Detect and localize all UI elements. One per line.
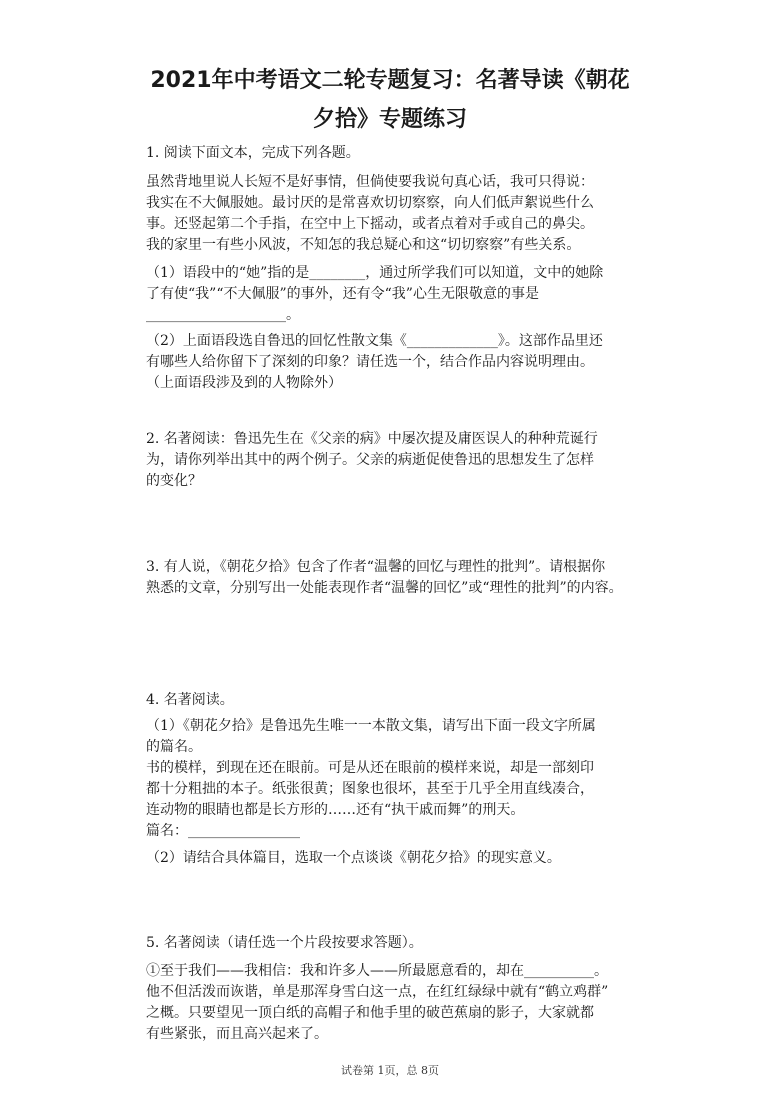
q4-answer-line: 篇名：________________ [146, 823, 300, 839]
q5-prompt: 5. 名著阅读（请任选一个片段按要求答题）。 [146, 935, 423, 951]
q1-sub1-line: ____________________。 [146, 307, 300, 323]
q1-sub1-line: 了有使“我”“不大佩服”的事外，还有令“我”心生无限敬意的事是 [146, 286, 539, 302]
q4-passage-line: 书的模样，到现在还在眼前。可是从还在眼前的模样来说，却是一部刻印 [146, 760, 594, 776]
q1-passage-line: 事。还竖起第二个手指，在空中上下摇动，或者点着对手或自己的鼻尖。 [146, 216, 594, 232]
q2-line: 的变化？ [146, 473, 202, 489]
q1-passage-line: 虽然背地里说人长短不是好事情，但倘使要我说句真心话，我可只得说： [146, 174, 594, 190]
q1-sub2-line: 有哪些人给你留下了深刻的印象？请任选一个，结合作品内容说明理由。 [146, 354, 594, 370]
q1-sub2-line: （2）上面语段选自鲁迅的回忆性散文集《_____________》。这部作品里还 [146, 333, 603, 349]
q1-passage-line: 我实在不大佩服她。最讨厌的是常喜欢切切察察，向人们低声絮说些什么 [146, 195, 594, 211]
q4-passage-line: 都十分粗拙的本子。纸张很黄；图象也很坏，甚至于几乎全用直线凑合， [146, 781, 594, 797]
q4-sub2: （2）请结合具体篇目，选取一个点谈谈《朝花夕拾》的现实意义。 [146, 850, 561, 866]
q2-line: 为，请你列举出其中的两个例子。父亲的病逝促使鲁迅的思想发生了怎样 [146, 452, 594, 468]
q2-line: 2. 名著阅读：鲁迅先生在《父亲的病》中屡次提及庸医误人的种种荒诞行 [146, 431, 598, 447]
q5-passage-line: ①至于我们——我相信：我和许多人——所最愿意看的，却在__________。 [146, 963, 608, 979]
q4-passage-line: 连动物的眼睛也都是长方形的……还有“执干戚而舞”的刑天。 [146, 802, 525, 818]
q1-passage-line: 我的家里一有些小风波，不知怎的我总疑心和这“切切察察”有些关系。 [146, 237, 581, 253]
q5-passage-line: 他不但活泼而诙谐，单是那浑身雪白这一点，在红红绿绿中就有“鹤立鸡群” [146, 984, 609, 1000]
document-title-line1: 2021年中考语文二轮专题复习：名著导读《朝花 [150, 68, 630, 93]
q5-passage-line: 有些紧张，而且高兴起来了。 [146, 1026, 328, 1042]
q3-line: 3. 有人说，《朝花夕拾》包含了作者“温馨的回忆与理性的批判”。请根据你 [146, 559, 606, 575]
q4-sub1-line: （1）《朝花夕拾》是鲁迅先生唯一一本散文集，请写出下面一段文字所属 [146, 718, 596, 734]
q1-prompt: 1. 阅读下面文本，完成下列各题。 [146, 145, 360, 161]
page-footer: 试卷第 1页，总 8页 [341, 1064, 439, 1077]
q4-prompt: 4. 名著阅读。 [146, 692, 234, 708]
q1-sub2-line: （上面语段涉及到的人物除外） [146, 375, 342, 391]
q5-passage-line: 之概。只要望见一顶白纸的高帽子和他手里的破芭蕉扇的影子，大家就都 [146, 1005, 594, 1021]
document-title-line2: 夕拾》专题练习 [312, 107, 467, 132]
q4-sub1-line: 的篇名。 [146, 739, 202, 755]
q1-sub1-line: （1）语段中的“她”指的是________，通过所学我们可以知道，文中的她除 [146, 265, 604, 281]
q3-line: 熟悉的文章，分别写出一处能表现作者“温馨的回忆”或“理性的批判”的内容。 [146, 580, 623, 596]
